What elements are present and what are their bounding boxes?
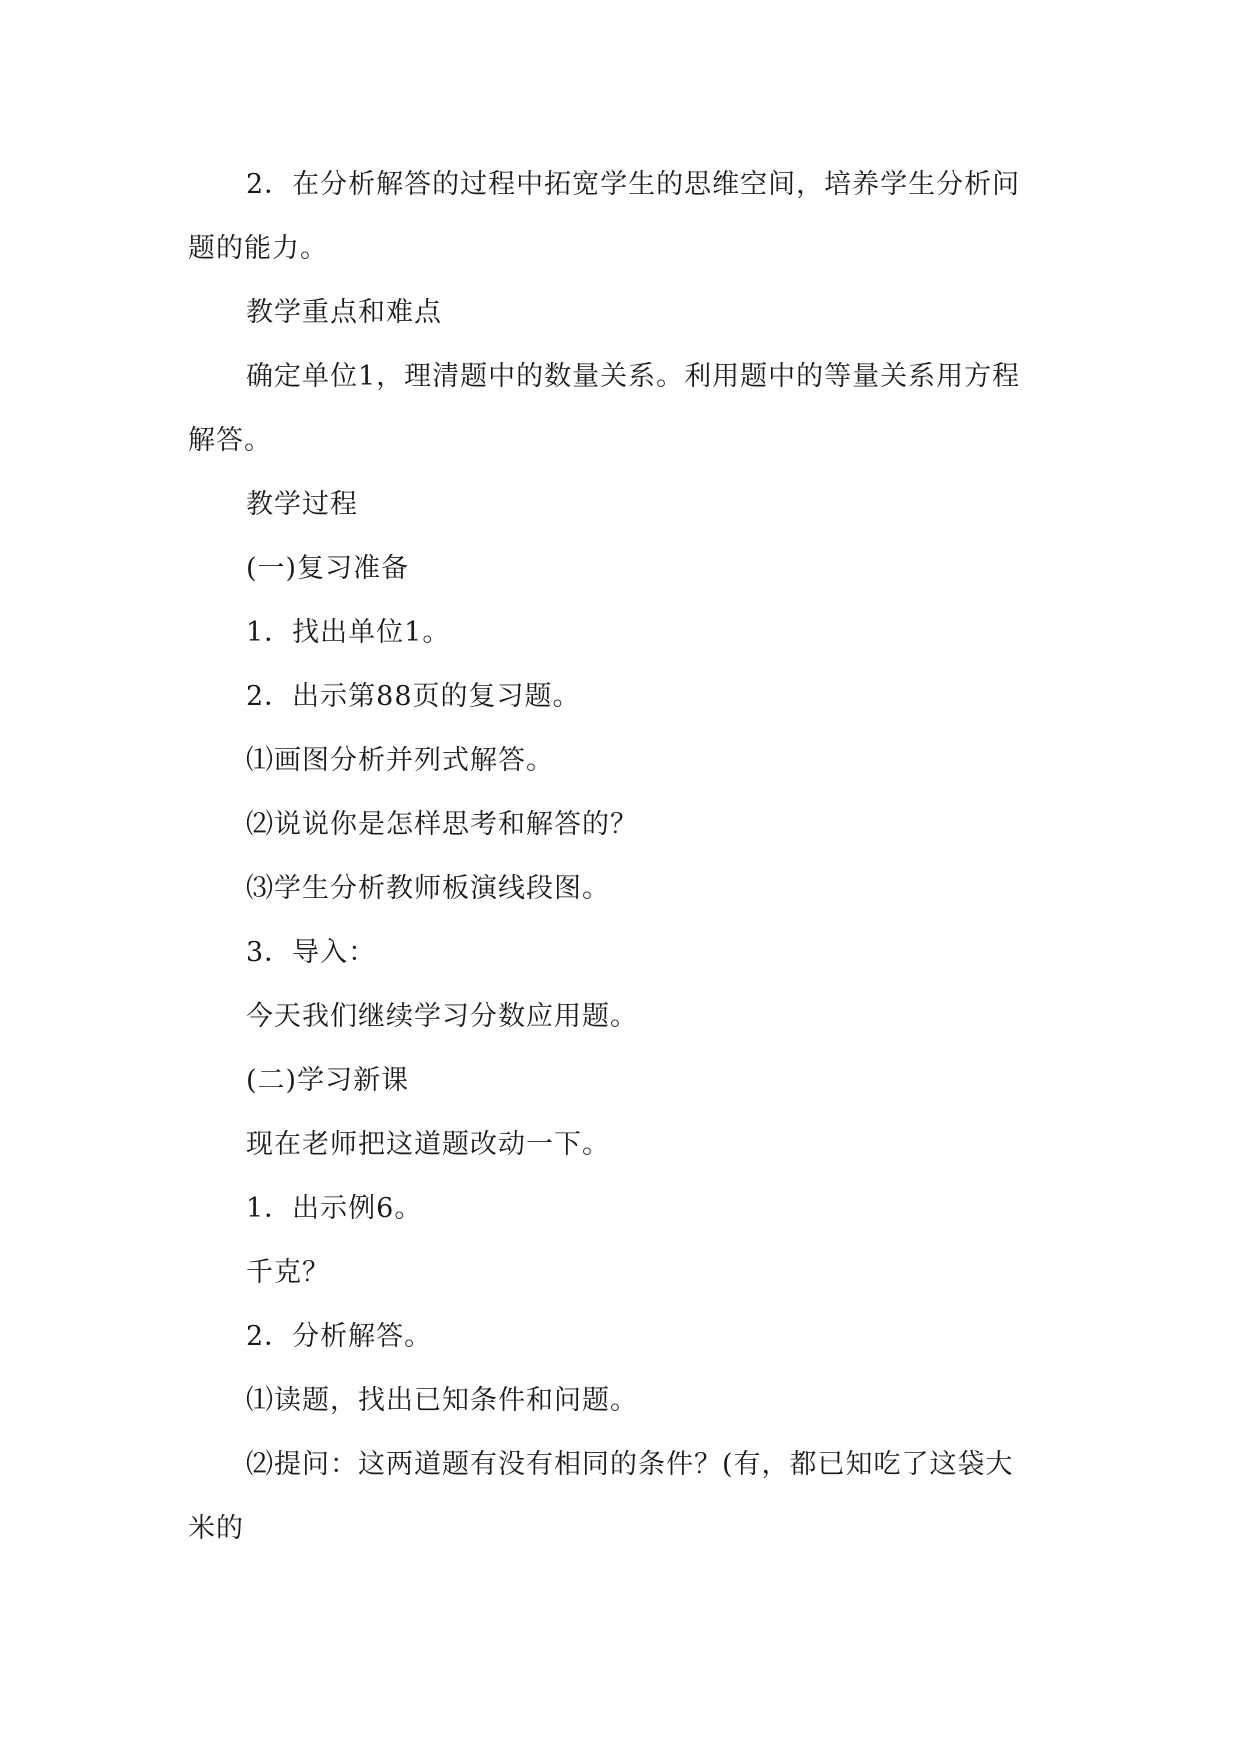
text-line: 现在老师把这道题改动一下。	[246, 1129, 610, 1160]
text-line: ⑶学生分析教师板演线段图。	[246, 873, 610, 904]
text-line: 解答。	[188, 425, 272, 456]
subsection-heading: (一)复习准备	[246, 553, 410, 584]
text-line: 题的能力。	[188, 233, 328, 264]
text-line: ⑴画图分析并列式解答。	[246, 745, 554, 776]
section-heading: 教学重点和难点	[246, 297, 442, 328]
text-line: 1．出示例6。	[246, 1193, 423, 1224]
text-line: 2．出示第88页的复习题。	[246, 681, 581, 712]
text-line: ⑴读题，找出已知条件和问题。	[246, 1385, 638, 1416]
text-line: 确定单位1，理清题中的数量关系。利用题中的等量关系用方程	[246, 361, 1021, 392]
section-heading: 教学过程	[246, 489, 358, 520]
text-line: 2．分析解答。	[246, 1321, 433, 1352]
text-line: 3．导入：	[246, 937, 377, 968]
subsection-heading: (二)学习新课	[246, 1065, 410, 1096]
text-line: 千克？	[246, 1257, 330, 1288]
text-line: ⑵提问：这两道题有没有相同的条件？(有，都已知吃了这袋大	[246, 1449, 1014, 1480]
text-line: 1．找出单位1。	[246, 617, 451, 648]
text-line: 2．在分析解答的过程中拓宽学生的思维空间，培养学生分析问	[246, 169, 1021, 200]
text-line: 米的	[188, 1513, 244, 1544]
text-line: ⑵说说你是怎样思考和解答的？	[246, 809, 638, 840]
text-line: 今天我们继续学习分数应用题。	[246, 1001, 638, 1032]
